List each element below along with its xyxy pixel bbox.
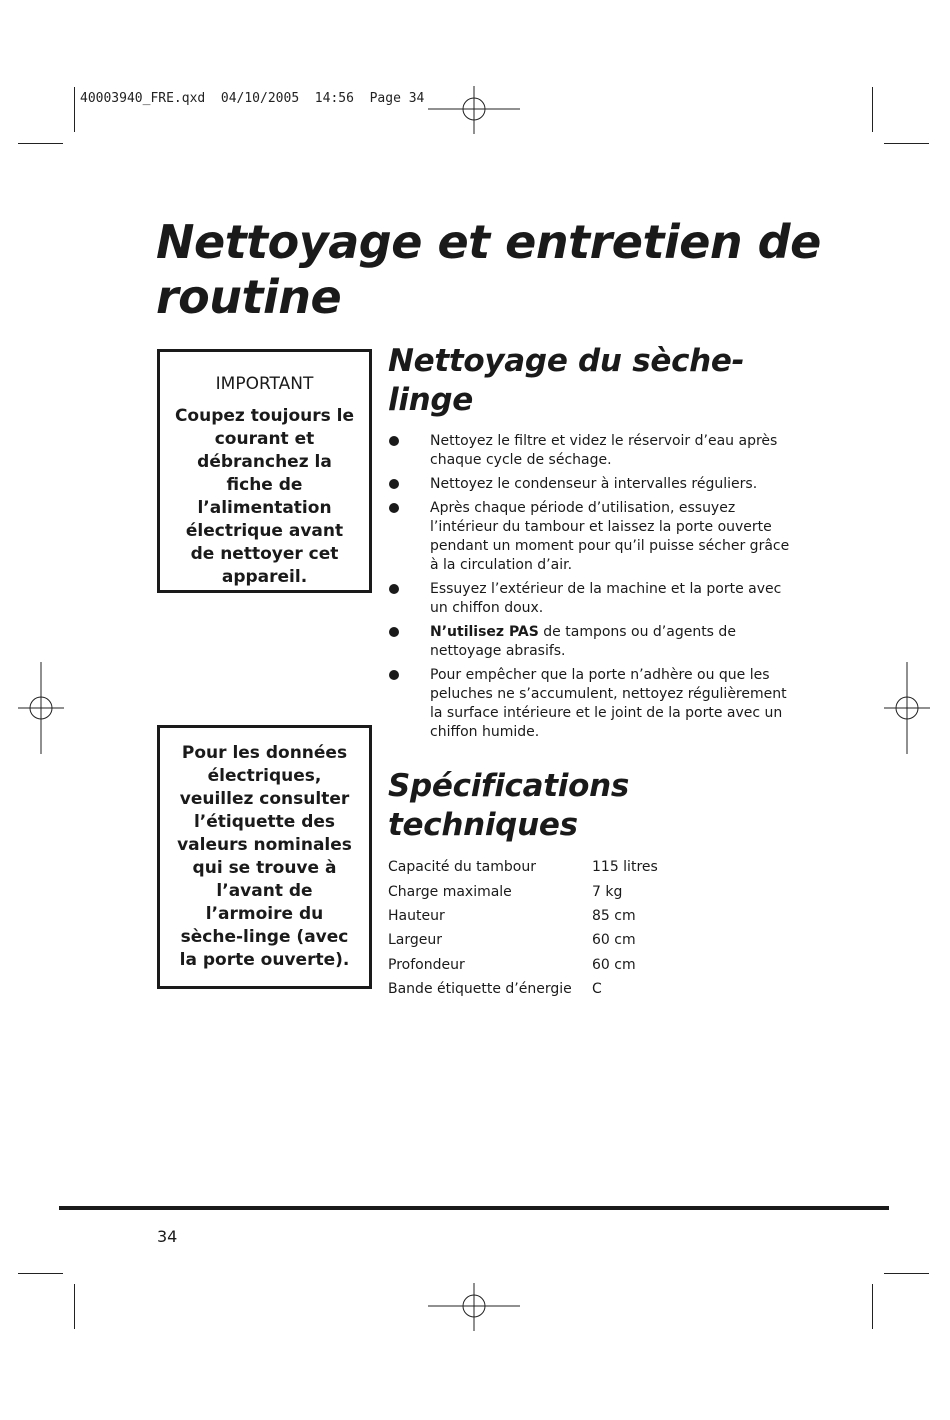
spec-value: 115 litres [592, 859, 658, 876]
table-row [388, 928, 658, 952]
table-row [388, 904, 658, 928]
spec-label: Profondeur [388, 956, 465, 973]
table-row [388, 953, 658, 977]
footer-rule [59, 1206, 889, 1210]
cleaning-list [388, 432, 798, 747]
bullet-icon [389, 479, 399, 489]
page-number: 34 [157, 1227, 178, 1246]
crop-mark-bottom-right-v [872, 1284, 873, 1329]
spec-value: C [592, 981, 602, 998]
specs-table [388, 855, 658, 1001]
registration-mark-right [884, 662, 930, 754]
important-label: IMPORTANT [215, 374, 314, 394]
spec-value: 7 kg [592, 883, 623, 900]
table-row [388, 879, 658, 903]
spec-label: Hauteur [388, 907, 445, 924]
table-row [388, 977, 658, 1001]
spec-value: 85 cm [592, 907, 636, 924]
cleaning-heading: Nettoyage du sèche-linge [388, 343, 745, 418]
bullet-icon [389, 436, 399, 446]
registration-mark-top [428, 86, 520, 134]
table-row [388, 855, 658, 879]
crop-mark-top-right-h [884, 143, 929, 144]
list-item: Nettoyez le filtre et videz le réservoir d’eau après chaque cycle de séchage. [388, 432, 798, 470]
electrical-data-text: Pour les données électriques, veuillez consulter l’étiquette des valeurs nominales qui se trouve à l’avant de l’armoire du sèche-linge (avec la porte ouverte). [177, 743, 352, 970]
print-slug: 40003940_FRE.qxd 04/10/2005 14:56 Page 34 [80, 91, 425, 106]
list-item: Essuyez l’extérieur de la machine et la porte avec un chiffon doux. [388, 580, 798, 618]
crop-mark-top-left-h [18, 143, 63, 144]
crop-mark-top-left-v [74, 87, 75, 132]
spec-value: 60 cm [592, 932, 636, 949]
spec-label: Charge maximale [388, 883, 512, 900]
specs-heading: Spécifications techniques [388, 768, 630, 843]
list-item: Après chaque période d’utilisation, essuyez l’intérieur du tambour et laissez la porte ouverte pendant un moment pour qu’il puisse sécher grâce à la circulation d’air. [388, 499, 798, 575]
crop-mark-bottom-right-h [884, 1273, 929, 1274]
registration-mark-left [18, 662, 64, 754]
list-item: Pour empêcher que la porte n’adhère ou que les peluches ne s’accumulent, nettoyez régulièrement la surface intérieure et le joint de la porte avec un chiffon humide. [388, 666, 798, 742]
crop-mark-top-right-v [872, 87, 873, 132]
important-text: Coupez toujours le courant et débranchez la fiche de l’alimentation électrique avant de nettoyer cet appareil. [174, 406, 355, 587]
list-item: N’utilisez PAS de tampons ou d’agents de nettoyage abrasifs. [388, 623, 798, 661]
spec-label: Bande étiquette d’énergie [388, 981, 572, 998]
spec-value: 60 cm [592, 956, 636, 973]
crop-mark-bottom-left-h [18, 1273, 63, 1274]
bullet-icon [389, 584, 399, 594]
important-notice-box [157, 349, 372, 593]
bullet-icon [389, 503, 399, 513]
page-title: Nettoyage et entretien de routine [156, 215, 821, 324]
spec-label: Capacité du tambour [388, 859, 536, 876]
list-item: Nettoyez le condenseur à intervalles réguliers. [388, 475, 798, 494]
crop-mark-bottom-left-v [74, 1284, 75, 1329]
bullet-icon [389, 670, 399, 680]
spec-label: Largeur [388, 932, 443, 949]
registration-mark-bottom [428, 1283, 520, 1331]
bullet-icon [389, 627, 399, 637]
electrical-data-box [157, 725, 372, 989]
